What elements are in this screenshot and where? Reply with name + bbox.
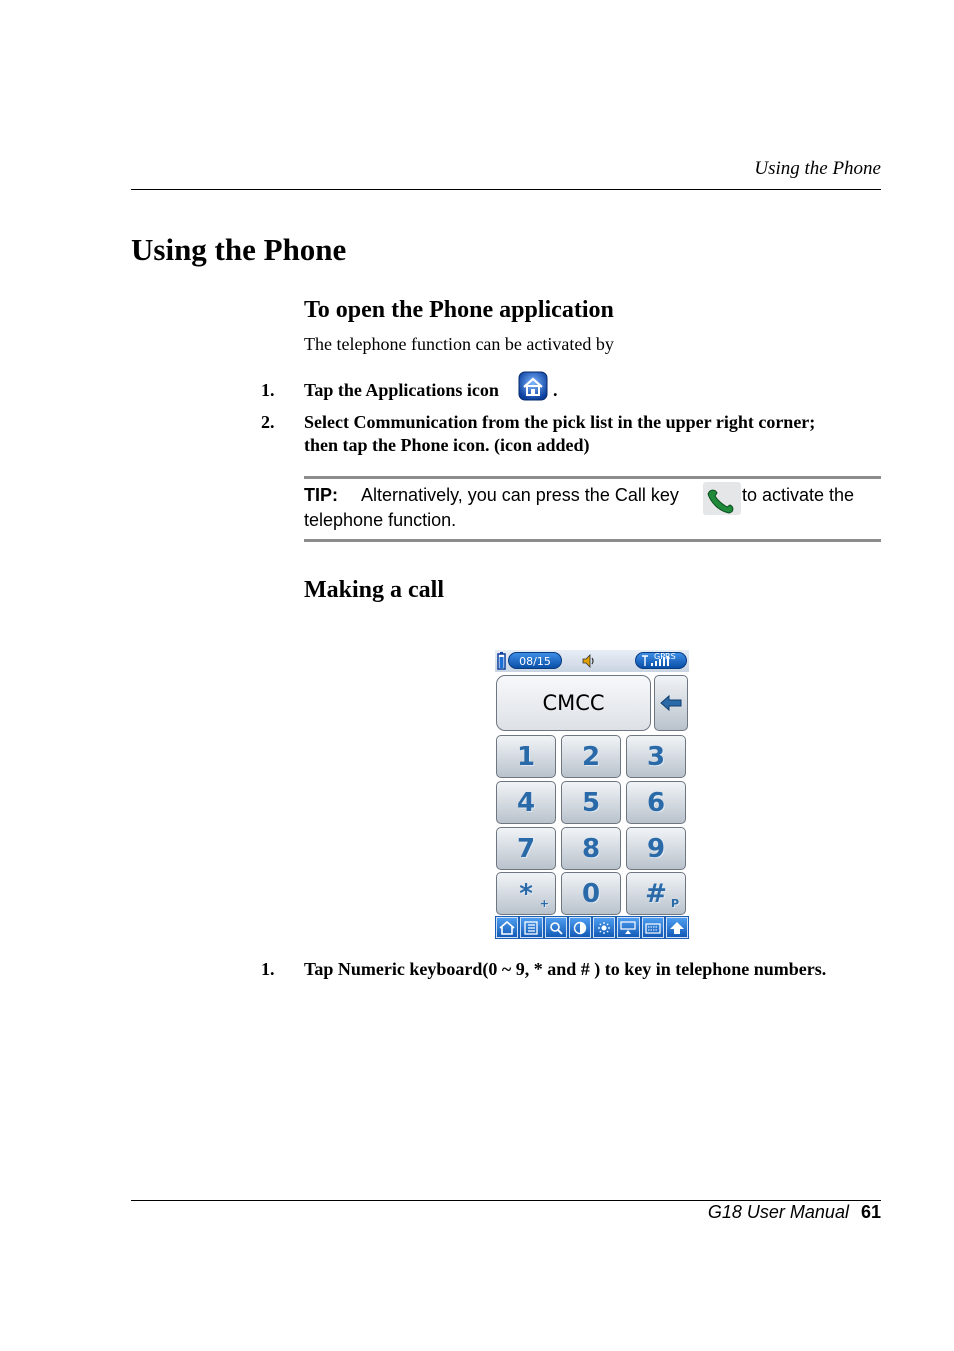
footer-manual-name: G18 User Manual: [707, 1202, 849, 1222]
footer-rule: [131, 1200, 881, 1201]
step-2-number: 2.: [261, 412, 275, 432]
phone-dialer-screenshot: [495, 650, 689, 939]
gprs-badge: GPRS: [654, 652, 676, 661]
list-icon: [523, 921, 539, 935]
key-star[interactable]: [496, 872, 556, 915]
applications-home-icon: [518, 371, 548, 401]
key-hash-sub: P: [670, 897, 679, 910]
toolbar-contrast-button[interactable]: [569, 917, 591, 938]
toolbar-up-arrow-button[interactable]: [666, 917, 688, 938]
phone-status-bar: [495, 650, 689, 672]
key-hash-label: #: [645, 878, 667, 909]
call-step-1-text: Tap Numeric keyboard(0 ~ 9, * and # ) to key in telephone numbers.: [304, 959, 827, 979]
section-heading-open-phone: To open the Phone application: [304, 297, 614, 323]
key-8[interactable]: 8: [561, 827, 621, 870]
key-5[interactable]: 5: [561, 781, 621, 824]
signal-pill: [635, 652, 687, 669]
keyboard-up-icon: [620, 921, 636, 935]
section-heading-making-call: Making a call: [304, 577, 445, 603]
keyboard-icon: [645, 921, 661, 935]
header-rule: [131, 189, 881, 190]
tip-label: TIP:: [304, 485, 338, 505]
phone-toolbar: [495, 916, 689, 939]
date-pill: 08/15: [508, 652, 562, 669]
step-2-line-1: Select Communication from the pick list in the upper right corner;: [304, 412, 816, 432]
step-1-period: .: [553, 380, 558, 400]
tip-line-2: telephone function.: [304, 510, 457, 530]
backspace-button[interactable]: [654, 675, 688, 731]
home-icon: [499, 921, 515, 935]
toolbar-search-button[interactable]: [545, 917, 567, 938]
key-2[interactable]: 2: [561, 735, 621, 778]
page-title: Using the Phone: [131, 232, 347, 267]
toolbar-home-button[interactable]: [496, 917, 518, 938]
step-1-number: 1.: [261, 380, 275, 400]
toolbar-list-button[interactable]: [520, 917, 542, 938]
key-4[interactable]: 4: [496, 781, 556, 824]
toolbar-keyboard-button[interactable]: [642, 917, 664, 938]
page-number: 61: [860, 1202, 881, 1222]
key-3[interactable]: 3: [626, 735, 686, 778]
speaker-icon: [581, 653, 597, 669]
toolbar-keyboard-up-button[interactable]: [617, 917, 639, 938]
back-arrow-icon: [659, 694, 683, 712]
tip-line-1: [304, 485, 679, 506]
tip-text-after: to activate the: [742, 485, 855, 505]
search-icon: [548, 921, 564, 935]
step-2-line-2: then tap the Phone icon. (icon added): [304, 435, 590, 455]
key-7[interactable]: 7: [496, 827, 556, 870]
key-0[interactable]: 0: [561, 872, 621, 915]
toolbar-brightness-button[interactable]: [593, 917, 615, 938]
tip-text-before: Alternatively, you can press the Call key: [361, 485, 679, 505]
brightness-icon: [596, 921, 612, 935]
tip-box: [304, 476, 881, 542]
call-key-icon: [703, 482, 741, 515]
key-star-label: *: [519, 878, 533, 909]
running-header: Using the Phone: [754, 158, 881, 179]
key-6[interactable]: 6: [626, 781, 686, 824]
contrast-icon: [572, 921, 588, 935]
page-footer: [708, 1202, 881, 1223]
call-step-1-number: 1.: [261, 959, 275, 979]
key-1[interactable]: 1: [496, 735, 556, 778]
key-9[interactable]: 9: [626, 827, 686, 870]
key-hash[interactable]: [626, 872, 686, 915]
intro-paragraph: The telephone function can be activated by: [304, 334, 614, 354]
dialer-display: CMCC: [496, 675, 651, 731]
step-1-text: Tap the Applications icon: [304, 380, 499, 400]
key-star-sub: +: [539, 897, 549, 910]
up-arrow-icon: [669, 921, 685, 935]
battery-icon: [497, 652, 506, 670]
